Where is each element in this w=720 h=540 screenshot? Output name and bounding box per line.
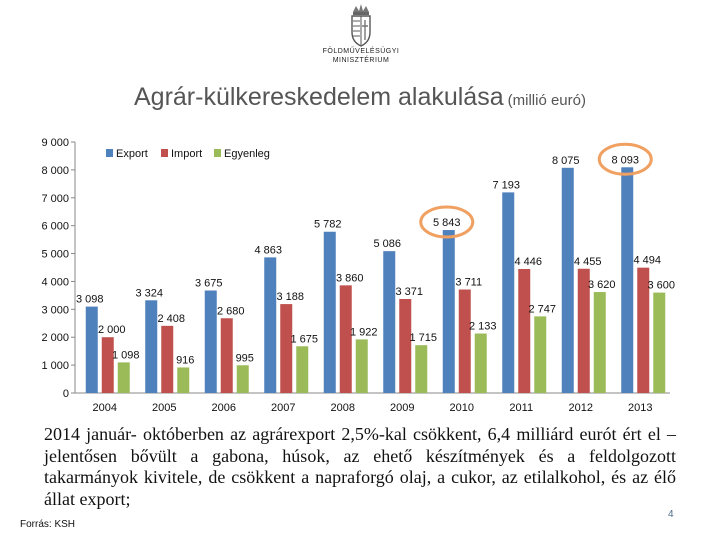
data-label: 8 075 (551, 154, 580, 167)
legend-label: Export (116, 148, 148, 160)
data-label: 3 620 (587, 279, 616, 292)
data-label: 3 600 (647, 279, 676, 292)
bar-export (86, 307, 98, 393)
legend-label: Egyenleg (224, 148, 270, 160)
chart-legend (106, 148, 270, 160)
data-label: 5 843 (432, 217, 461, 230)
data-label: 5 086 (373, 238, 402, 251)
bar-import (399, 299, 411, 393)
data-label: 4 446 (514, 256, 543, 269)
chart-bars (86, 167, 666, 393)
bar-egyenleg (237, 365, 249, 393)
bar-export (145, 300, 157, 393)
bar-import (518, 269, 530, 393)
data-label: 1 675 (290, 333, 319, 346)
bar-export (621, 167, 633, 393)
bar-egyenleg (534, 316, 546, 393)
bar-egyenleg (594, 292, 606, 393)
legend-swatch (106, 149, 113, 157)
bar-export (383, 251, 395, 393)
data-label: 4 863 (254, 244, 283, 257)
data-label: 4 455 (573, 255, 602, 268)
bar-egyenleg (177, 367, 189, 393)
data-label: 995 (235, 352, 254, 365)
data-label: 3 188 (276, 291, 305, 304)
x-tick-label: 2008 (330, 402, 355, 414)
bar-egyenleg (475, 334, 487, 393)
data-label: 5 782 (313, 218, 342, 231)
bar-egyenleg (118, 362, 130, 393)
y-tick-label: 5 000 (41, 248, 69, 261)
data-label: 1 922 (349, 326, 378, 339)
x-tick-label: 2006 (211, 402, 236, 414)
ministry-name-line1: FÖLDMŰVELÉSÜGYI (322, 48, 400, 55)
bar-import (221, 318, 233, 393)
ministry-name-line2: MINISZTÉRIUM (332, 57, 390, 64)
data-label: 1 715 (409, 332, 438, 345)
data-label: 916 (176, 354, 195, 367)
x-tick-label: 2012 (568, 402, 593, 414)
legend-swatch (214, 149, 221, 157)
bar-egyenleg (296, 346, 308, 393)
bar-export (205, 291, 217, 393)
bar-egyenleg (356, 339, 368, 393)
data-label: 2 680 (216, 305, 245, 318)
data-label: 2 000 (97, 324, 126, 337)
legend-label: Import (171, 148, 203, 160)
bar-export (443, 230, 455, 393)
bar-egyenleg (653, 293, 665, 393)
y-tick-label: 4 000 (41, 276, 69, 289)
y-tick-label: 7 000 (41, 192, 69, 205)
bar-export (324, 232, 336, 393)
y-tick-label: 0 (62, 388, 69, 400)
bar-import (102, 337, 114, 393)
legend-swatch (161, 149, 168, 157)
x-tick-label: 2004 (92, 402, 117, 414)
x-tick-label: 2009 (390, 402, 415, 414)
chart-title: Agrár-külkereskedelem alakulása (134, 83, 504, 111)
chart-unit: (millió euró) (507, 92, 586, 109)
bar-export (264, 257, 276, 393)
data-label: 2 408 (157, 312, 186, 325)
bar-export (562, 168, 574, 393)
bar-import (459, 290, 471, 393)
data-label: 3 324 (135, 287, 164, 300)
y-tick-label: 8 000 (41, 164, 69, 177)
data-label: 2 133 (468, 320, 497, 333)
bar-import (280, 304, 292, 393)
slide-caption: 2014 január- októberben az agrárexport 2,5%-kal csökkent, 6,4 milliárd eurót ért el – jelentősen bővült a gabona, húsok, az ehető készítmények és a feldolgozott takarmányok kivitele, de csökkent a napraforgó olaj, a cukor, az etilalkohol, és az élő állat export; (44, 424, 676, 509)
data-label: 4 494 (633, 254, 662, 267)
data-label: 3 675 (194, 277, 223, 290)
y-tick-label: 1 000 (41, 360, 69, 373)
x-tick-label: 2011 (509, 402, 534, 414)
bar-import (161, 326, 173, 393)
x-tick-label: 2005 (152, 402, 177, 414)
data-label: 3 711 (455, 276, 483, 289)
y-tick-label: 3 000 (41, 304, 69, 317)
x-tick-label: 2013 (628, 402, 653, 414)
y-tick-label: 6 000 (41, 220, 69, 233)
x-tick-label: 2010 (449, 402, 474, 414)
page-number: 4 (668, 509, 674, 520)
bar-egyenleg (415, 345, 427, 393)
data-label: 1 098 (111, 349, 140, 362)
data-label: 8 093 (611, 154, 640, 167)
data-label: 3 860 (335, 272, 364, 285)
bar-export (502, 192, 514, 393)
data-label: 7 193 (492, 179, 521, 192)
data-label: 3 098 (75, 293, 104, 306)
y-tick-label: 9 000 (41, 137, 69, 149)
x-tick-label: 2007 (271, 402, 296, 414)
data-label: 3 371 (395, 285, 424, 298)
source-note: Forrás: KSH (20, 519, 76, 530)
data-label: 2 747 (528, 303, 557, 316)
bar-import (340, 285, 352, 393)
y-tick-label: 2 000 (41, 332, 69, 345)
